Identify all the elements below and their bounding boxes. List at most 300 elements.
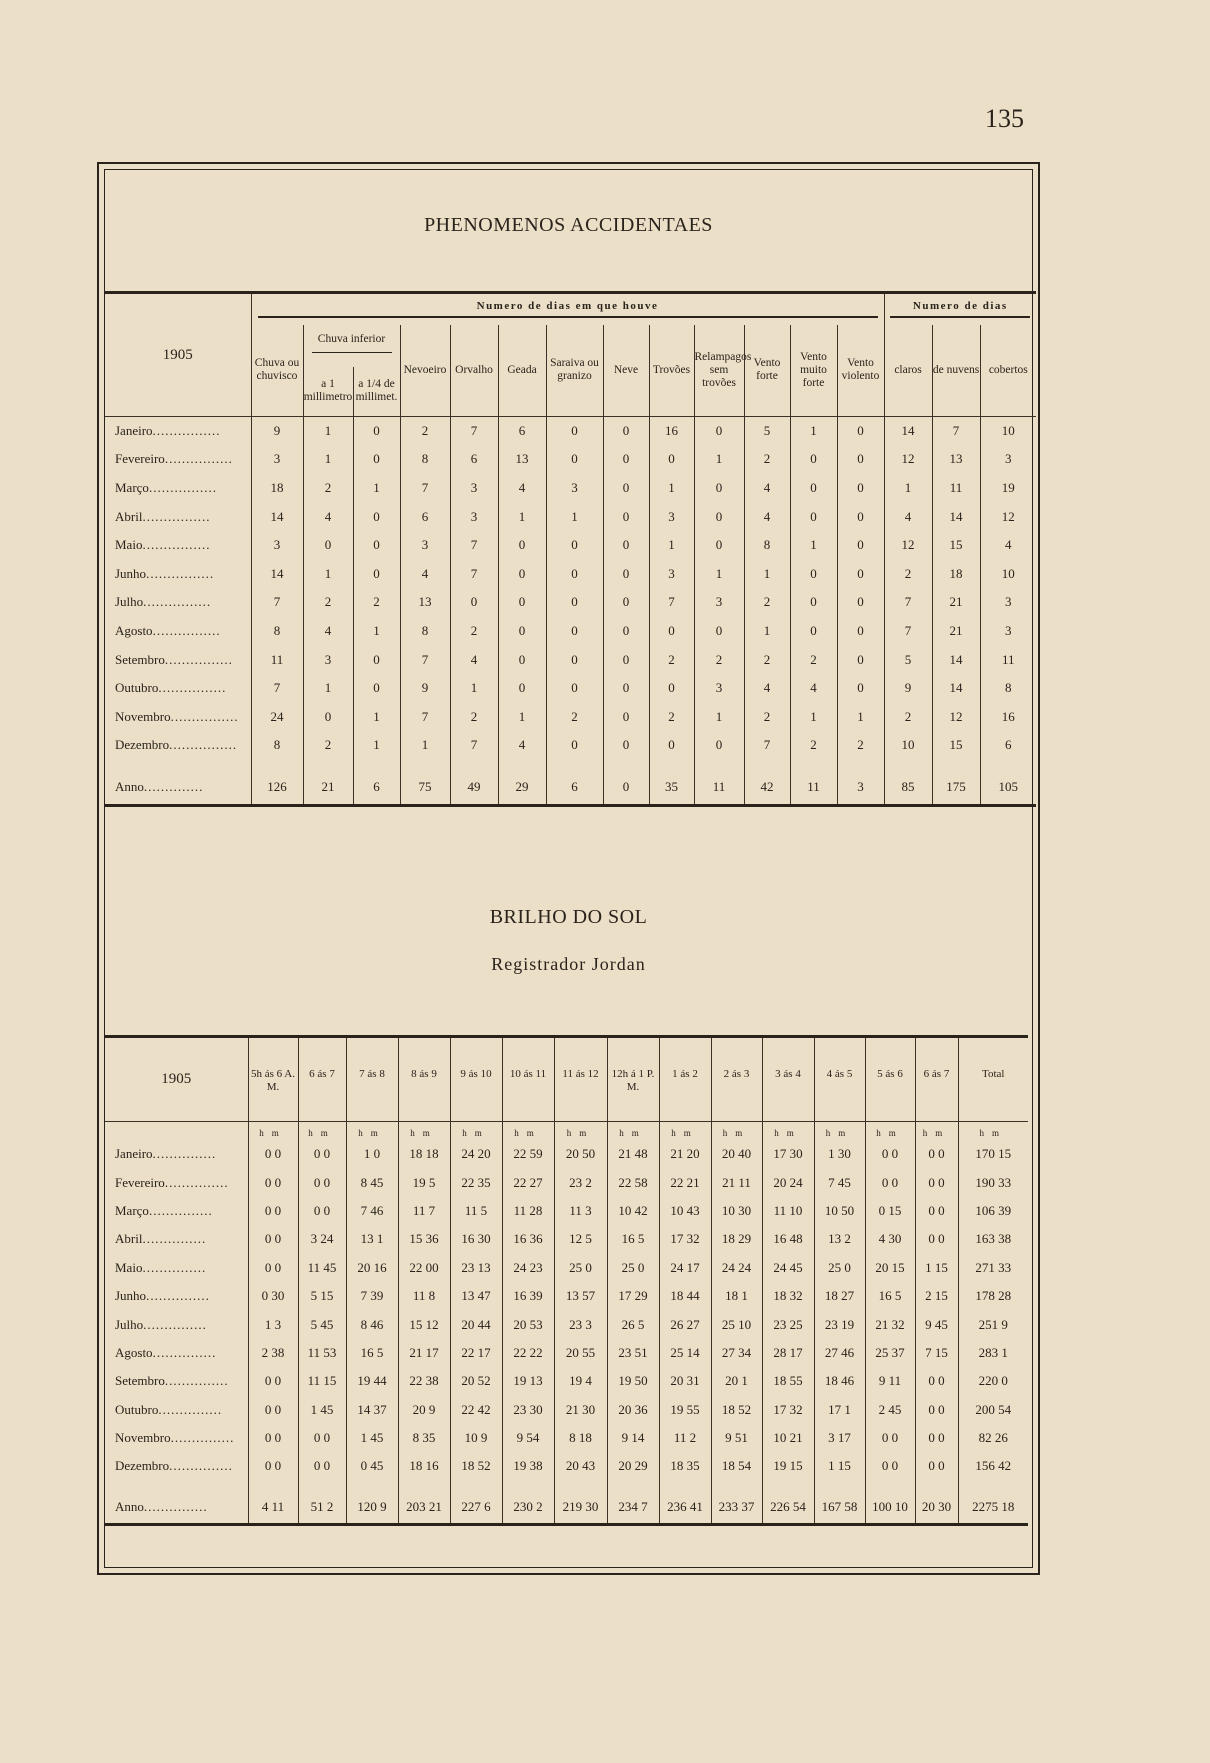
cell-value: 15 [932, 531, 980, 560]
cell-value: 1 30 [814, 1140, 865, 1168]
cell-value: 0 [546, 559, 603, 588]
cell-value: 11 3 [554, 1197, 607, 1225]
cell-value: 16 39 [502, 1282, 554, 1310]
cell-value: 0 [498, 588, 546, 617]
row-month-label: Agosto [115, 1344, 153, 1360]
unit-h: h [722, 1128, 736, 1138]
cell-value: 0 [546, 588, 603, 617]
cell-value: 9 45 [915, 1310, 958, 1338]
unit-cell [554, 1122, 607, 1141]
col-trovoes: Trovões [649, 325, 694, 417]
cell-value: 6 [400, 502, 450, 531]
cell-value: 7 [932, 417, 980, 446]
cell-value: 14 [251, 502, 303, 531]
table-row [105, 731, 1036, 760]
cell-value: 0 45 [346, 1452, 398, 1480]
cell-value: 8 45 [346, 1168, 398, 1196]
cell-value: 8 [400, 445, 450, 474]
cell-value: 21 20 [659, 1140, 711, 1168]
cell-value: 18 52 [450, 1452, 502, 1480]
cell-value: 15 12 [398, 1310, 450, 1338]
cell-value: 13 1 [346, 1225, 398, 1253]
cell-value: 10 42 [607, 1197, 659, 1225]
cell-value: 25 0 [607, 1254, 659, 1282]
cell-value: 0 [790, 445, 837, 474]
cell-value: 17 30 [762, 1140, 814, 1168]
unit-cell [298, 1122, 346, 1141]
cell-value: 1 45 [298, 1396, 346, 1424]
cell-value: 0 0 [298, 1424, 346, 1452]
unit-h: h [876, 1128, 889, 1138]
cell-value: 2 45 [865, 1396, 915, 1424]
cell-value: 0 [649, 674, 694, 703]
cell-total: 236 41 [659, 1491, 711, 1525]
cell-value: 0 0 [915, 1225, 958, 1253]
cell-value: 0 [694, 531, 744, 560]
unit-h: h [979, 1128, 992, 1138]
row-month: Setembro................ [115, 651, 233, 667]
col-vento-muito-forte: Vento muito forte [790, 325, 837, 417]
unit-cell [607, 1122, 659, 1141]
cell-value: 4 [400, 559, 450, 588]
phenomenos-title: PHENOMENOS ACCIDENTAES [424, 214, 713, 236]
cell-value: 0 0 [248, 1367, 298, 1395]
cell-value: 10 [980, 417, 1036, 446]
cell-value: 20 40 [711, 1140, 762, 1168]
cell-value: 0 0 [865, 1140, 915, 1168]
brilho-col-header: 12h á 1 P. M. [607, 1037, 659, 1122]
col-orvalho: Orvalho [450, 325, 498, 417]
cell-value: 2 38 [248, 1339, 298, 1367]
unit-m: m [838, 1128, 854, 1138]
cell-value: 0 0 [298, 1140, 346, 1168]
cell-value: 18 16 [398, 1452, 450, 1480]
cell-value: 4 [498, 731, 546, 760]
cell-total: 21 [303, 770, 353, 806]
cell-value: 0 [603, 588, 649, 617]
cell-value: 18 44 [659, 1282, 711, 1310]
cell-value: 0 [546, 617, 603, 646]
cell-value: 1 15 [814, 1452, 865, 1480]
cell-value: 0 [450, 588, 498, 617]
cell-value: 1 [744, 559, 790, 588]
cell-value: 1 [303, 674, 353, 703]
cell-value: 21 17 [398, 1339, 450, 1367]
table-row-total [105, 770, 1036, 806]
cell-value: 8 [980, 674, 1036, 703]
cell-value: 0 0 [915, 1140, 958, 1168]
cell-value: 7 [649, 588, 694, 617]
cell-value: 8 46 [346, 1310, 398, 1338]
cell-value: 6 [980, 731, 1036, 760]
cell-value: 0 [353, 502, 400, 531]
row-month-label: Dezembro [115, 1458, 170, 1474]
cell-value: 20 24 [762, 1168, 814, 1196]
cell-value: 16 5 [607, 1225, 659, 1253]
cell-value: 9 14 [607, 1424, 659, 1452]
cell-value: 0 [498, 559, 546, 588]
cell-value: 0 [837, 502, 884, 531]
cell-value: 0 0 [915, 1452, 958, 1480]
row-month-label: Março [115, 479, 149, 495]
cell-value: 1 [353, 617, 400, 646]
cell-value: 17 1 [814, 1396, 865, 1424]
cell-value: 20 9 [398, 1396, 450, 1424]
cell-value: 21 11 [711, 1168, 762, 1196]
col-a-1-millimetro: a 1 millimetro [303, 367, 353, 417]
cell-value: 18 [251, 474, 303, 503]
cell-value: 23 3 [554, 1310, 607, 1338]
cell-value: 18 55 [762, 1367, 814, 1395]
cell-value: 0 0 [248, 1254, 298, 1282]
col-geada: Geada [498, 325, 546, 417]
cell-value: 1 45 [346, 1424, 398, 1452]
cell-value: 3 [303, 645, 353, 674]
cell-value: 7 45 [814, 1168, 865, 1196]
cell-value: 24 45 [762, 1254, 814, 1282]
cell-value: 7 [400, 702, 450, 731]
cell-value: 0 [603, 417, 649, 446]
cell-value: 16 [980, 702, 1036, 731]
cell-value: 24 23 [502, 1254, 554, 1282]
cell-value: 2 [790, 645, 837, 674]
unit-m: m [474, 1128, 490, 1138]
cell-value: 1 3 [248, 1310, 298, 1338]
cell-value: 3 [450, 474, 498, 503]
cell-total: 105 [980, 770, 1036, 806]
cell-value: 3 [251, 531, 303, 560]
cell-value: 0 [498, 531, 546, 560]
cell-value: 28 17 [762, 1339, 814, 1367]
cell-value: 11 15 [298, 1367, 346, 1395]
cell-total: 120 9 [346, 1491, 398, 1525]
row-month: Janeiro................ [115, 423, 221, 439]
row-month-label: Julho [115, 594, 144, 610]
table-row [105, 588, 1036, 617]
table-row [105, 559, 1036, 588]
brilho-col-header: 2 ás 3 [711, 1037, 762, 1122]
col-chuva: Chuva ou chuvisco [251, 325, 303, 417]
table-row [105, 702, 1036, 731]
cell-value: 22 42 [450, 1396, 502, 1424]
row-month: Outubro............... [115, 1401, 223, 1417]
cell-value: 24 17 [659, 1254, 711, 1282]
brilho-col-header: 9 ás 10 [450, 1037, 502, 1122]
cell-value: 19 13 [502, 1367, 554, 1395]
cell-value: 5 [744, 417, 790, 446]
cell-value: 8 [744, 531, 790, 560]
row-month: Novembro................ [115, 708, 239, 724]
cell-value: 18 46 [814, 1367, 865, 1395]
cell-value: 4 30 [865, 1225, 915, 1253]
row-month: Abril................ [115, 508, 211, 524]
cell-value: 0 [837, 645, 884, 674]
cell-value: 18 32 [762, 1282, 814, 1310]
brilho-col-header: 4 ás 5 [814, 1037, 865, 1122]
row-month: Agosto................ [115, 622, 221, 638]
cell-total: 11 [694, 770, 744, 806]
cell-value: 0 [837, 474, 884, 503]
cell-value: 20 50 [554, 1140, 607, 1168]
row-month-label: Novembro [115, 708, 171, 724]
unit-cell [502, 1122, 554, 1141]
cell-value: 11 45 [298, 1254, 346, 1282]
cell-value: 11 [251, 645, 303, 674]
cell-value: 2 [303, 588, 353, 617]
brilho-col-header: 6 ás 7 [915, 1037, 958, 1122]
table-row [105, 417, 1036, 446]
cell-value: 9 51 [711, 1424, 762, 1452]
cell-value: 4 [303, 617, 353, 646]
cell-value: 2 [303, 474, 353, 503]
cell-value: 0 [498, 674, 546, 703]
cell-value: 7 [450, 731, 498, 760]
col-claros: claros [884, 325, 932, 417]
cell-value: 6 [450, 445, 498, 474]
cell-value: 23 2 [554, 1168, 607, 1196]
cell-value: 19 55 [659, 1396, 711, 1424]
cell-value: 0 [837, 531, 884, 560]
table-row [105, 1254, 1028, 1282]
cell-value: 7 [450, 531, 498, 560]
row-month-label: Outubro [115, 680, 159, 696]
cell-value: 0 [603, 474, 649, 503]
phenomenos-body [105, 417, 1036, 806]
row-month: Maio............... [115, 1259, 207, 1275]
col-saraiva: Saraiva ou granizo [546, 325, 603, 417]
cell-total: 2275 18 [958, 1491, 1028, 1525]
unit-m: m [786, 1128, 802, 1138]
cell-value: 2 [400, 417, 450, 446]
row-month-label: Junho [115, 565, 147, 581]
unit-cell [711, 1122, 762, 1141]
cell-value: 0 [603, 445, 649, 474]
cell-value: 20 1 [711, 1367, 762, 1395]
cell-value: 6 [498, 417, 546, 446]
cell-value: 7 [400, 474, 450, 503]
cell-total: 234 7 [607, 1491, 659, 1525]
cell-total: 49 [450, 770, 498, 806]
table-row [105, 674, 1036, 703]
cell-value: 11 [980, 645, 1036, 674]
cell-value: 3 [694, 588, 744, 617]
cell-value: 1 [649, 474, 694, 503]
cell-value: 7 [744, 731, 790, 760]
brilho-col-header: 10 ás 11 [502, 1037, 554, 1122]
cell-value: 0 [546, 731, 603, 760]
table-row [105, 445, 1036, 474]
cell-value: 0 [837, 559, 884, 588]
cell-total: 230 2 [502, 1491, 554, 1525]
cell-value: 0 [546, 674, 603, 703]
cell-value: 220 0 [958, 1367, 1028, 1395]
cell-value: 190 33 [958, 1168, 1028, 1196]
row-month: Anno.............. [115, 778, 204, 794]
col-vento-forte: Vento forte [744, 325, 790, 417]
cell-value: 7 [884, 588, 932, 617]
table-row [105, 1367, 1028, 1395]
cell-total: 203 21 [398, 1491, 450, 1525]
row-month: Junho................ [115, 565, 215, 581]
unit-m: m [271, 1128, 287, 1138]
table-row [105, 645, 1036, 674]
cell-value: 2 [303, 731, 353, 760]
cell-value: 11 5 [450, 1197, 502, 1225]
cell-value: 16 30 [450, 1225, 502, 1253]
cell-value: 0 0 [248, 1424, 298, 1452]
cell-value: 251 9 [958, 1310, 1028, 1338]
cell-value: 9 54 [502, 1424, 554, 1452]
cell-value: 0 [546, 531, 603, 560]
cell-value: 0 0 [248, 1197, 298, 1225]
row-month-label: Anno [115, 778, 144, 794]
unit-m: m [735, 1128, 751, 1138]
unit-cell [450, 1122, 502, 1141]
cell-value: 10 [980, 559, 1036, 588]
brilho-year: 1905 [161, 1071, 192, 1087]
cell-value: 19 [980, 474, 1036, 503]
row-month: Maio................ [115, 537, 211, 553]
cell-value: 23 25 [762, 1310, 814, 1338]
cell-value: 2 [884, 559, 932, 588]
cell-value: 9 [251, 417, 303, 446]
page-frame [97, 162, 1040, 1575]
cell-value: 19 4 [554, 1367, 607, 1395]
cell-value: 25 14 [659, 1339, 711, 1367]
unit-cell [814, 1122, 865, 1141]
cell-value: 10 43 [659, 1197, 711, 1225]
unit-h: h [566, 1128, 580, 1138]
cell-value: 0 [649, 617, 694, 646]
cell-value: 17 32 [762, 1396, 814, 1424]
cell-value: 2 [884, 702, 932, 731]
cell-value: 19 44 [346, 1367, 398, 1395]
cell-value: 178 28 [958, 1282, 1028, 1310]
cell-value: 0 0 [248, 1396, 298, 1424]
row-month: Janeiro............... [115, 1146, 217, 1162]
row-month-label: Dezembro [115, 737, 170, 753]
cell-value: 18 35 [659, 1452, 711, 1480]
phenomenos-group-right: Numero de dias [890, 300, 1030, 318]
cell-value: 17 32 [659, 1225, 711, 1253]
unit-h: h [462, 1128, 475, 1138]
phenomenos-year: 1905 [162, 346, 193, 363]
cell-value: 1 [353, 702, 400, 731]
cell-value: 26 27 [659, 1310, 711, 1338]
brilho-subtitle: Registrador Jordan [491, 954, 646, 974]
cell-value: 4 [744, 474, 790, 503]
cell-value: 22 00 [398, 1254, 450, 1282]
cell-value: 0 [353, 559, 400, 588]
cell-value: 0 0 [865, 1424, 915, 1452]
unit-m: m [631, 1128, 647, 1138]
cell-value: 21 32 [865, 1310, 915, 1338]
cell-value: 2 [353, 588, 400, 617]
cell-value: 156 42 [958, 1452, 1028, 1480]
cell-value: 1 [546, 502, 603, 531]
unit-h: h [514, 1128, 527, 1138]
brilho-col-header: 6 ás 7 [298, 1037, 346, 1122]
brilho-body [105, 1122, 1028, 1525]
cell-value: 8 [251, 731, 303, 760]
cell-value: 27 34 [711, 1339, 762, 1367]
brilho-title: BRILHO DO SOL [489, 906, 648, 928]
cell-value: 7 [251, 674, 303, 703]
cell-value: 7 39 [346, 1282, 398, 1310]
table-row [105, 531, 1036, 560]
cell-value: 14 [251, 559, 303, 588]
cell-value: 2 [744, 645, 790, 674]
cell-value: 9 [884, 674, 932, 703]
cell-value: 0 [603, 531, 649, 560]
cell-value: 200 54 [958, 1396, 1028, 1424]
unit-m: m [320, 1128, 336, 1138]
cell-value: 19 38 [502, 1452, 554, 1480]
table-spacer [105, 1481, 1028, 1491]
row-month-label: Janeiro [115, 423, 153, 439]
cell-value: 3 [980, 588, 1036, 617]
cell-value: 0 0 [865, 1168, 915, 1196]
cell-value: 11 10 [762, 1197, 814, 1225]
cell-value: 10 [884, 731, 932, 760]
row-month: Dezembro................ [115, 737, 238, 753]
cell-value: 20 43 [554, 1452, 607, 1480]
cell-value: 22 21 [659, 1168, 711, 1196]
cell-value: 16 5 [346, 1339, 398, 1367]
cell-value: 20 53 [502, 1310, 554, 1338]
table-row-total [105, 1491, 1028, 1525]
cell-value: 1 [790, 531, 837, 560]
unit-m: m [888, 1128, 904, 1138]
cell-value: 4 [498, 474, 546, 503]
cell-value: 271 33 [958, 1254, 1028, 1282]
cell-value: 0 [694, 617, 744, 646]
cell-value: 24 24 [711, 1254, 762, 1282]
cell-value: 21 48 [607, 1140, 659, 1168]
cell-value: 25 10 [711, 1310, 762, 1338]
cell-value: 20 16 [346, 1254, 398, 1282]
cell-value: 23 30 [502, 1396, 554, 1424]
cell-value: 25 0 [554, 1254, 607, 1282]
row-month-label: Anno [115, 1498, 144, 1514]
cell-value: 163 38 [958, 1225, 1028, 1253]
row-month: Anno............... [115, 1498, 208, 1514]
row-month: Agosto............... [115, 1344, 217, 1360]
cell-value: 8 [400, 617, 450, 646]
cell-value: 2 [744, 445, 790, 474]
row-month-label: Março [115, 1202, 149, 1218]
cell-value: 23 51 [607, 1339, 659, 1367]
cell-value: 106 39 [958, 1197, 1028, 1225]
table-row [105, 474, 1036, 503]
cell-value: 3 [649, 502, 694, 531]
cell-value: 0 [837, 617, 884, 646]
col-vento-violento: Vento violento [837, 325, 884, 417]
cell-value: 2 [744, 588, 790, 617]
cell-value: 2 15 [915, 1282, 958, 1310]
cell-value: 2 [649, 645, 694, 674]
cell-total: 126 [251, 770, 303, 806]
cell-value: 1 [790, 702, 837, 731]
unit-cell [915, 1122, 958, 1141]
unit-h: h [410, 1128, 423, 1138]
table-row [105, 1140, 1028, 1168]
cell-value: 11 2 [659, 1424, 711, 1452]
cell-value: 3 [980, 445, 1036, 474]
row-month: Novembro............... [115, 1430, 235, 1446]
col-relampagos: Relampagos sem trovões [694, 325, 744, 417]
cell-value: 0 0 [298, 1168, 346, 1196]
